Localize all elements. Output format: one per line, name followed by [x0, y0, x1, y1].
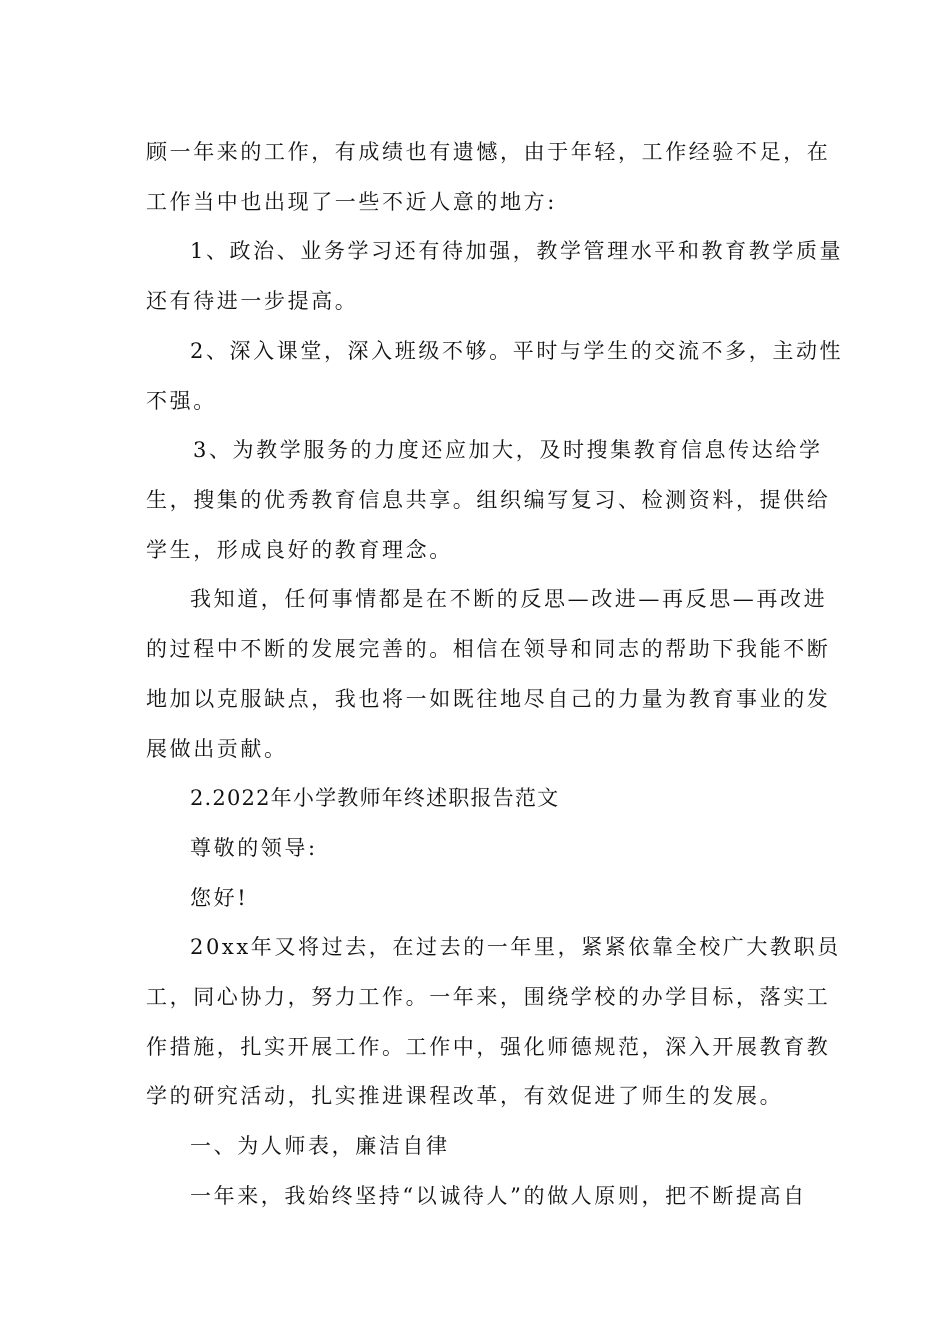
- paragraph-line: 学的研究活动，扎实推进课程改革，有效促进了师生的发展。: [146, 1084, 784, 1108]
- paragraph-line: 的过程中不断的发展完善的。相信在领导和同志的帮助下我能不断: [146, 637, 831, 661]
- paragraph-line: 还有待进一步提高。: [146, 289, 359, 313]
- paragraph-line: 我知道，任何事情都是在不断的反思—改进—再反思—再改进: [190, 587, 828, 611]
- paragraph-line: 地加以克服缺点，我也将一如既往地尽自己的力量为教育事业的发: [146, 687, 831, 711]
- paragraph-line: 展做出贡献。: [146, 737, 288, 761]
- subsection-heading: 一、为人师表，廉洁自律: [190, 1134, 450, 1158]
- list-item-line: 3、为教学服务的力度还应加大，及时搜集教育信息传达给学: [193, 438, 823, 462]
- salutation: 尊敬的领导:: [190, 836, 318, 860]
- paragraph-line: 不强。: [146, 389, 217, 413]
- paragraph-line: 20xx年又将过去，在过去的一年里，紧紧依靠全校广大教职员: [190, 935, 841, 959]
- paragraph-line: 一年来，我始终坚持“以诚待人”的做人原则，把不断提高自: [190, 1184, 807, 1208]
- list-item-line: 1、政治、业务学习还有待加强，教学管理水平和教育教学质量: [190, 239, 844, 263]
- paragraph-line: 学生，形成良好的教育理念。: [146, 538, 453, 562]
- paragraph-line: 作措施，扎实开展工作。工作中，强化师德规范，深入开展教育教: [146, 1035, 831, 1059]
- greeting: 您好!: [190, 886, 249, 910]
- paragraph-line: 顾一年来的工作，有成绩也有遗憾，由于年轻，工作经验不足，在: [146, 140, 831, 164]
- paragraph-line: 生，搜集的优秀教育信息共享。组织编写复习、检测资料，提供给: [146, 488, 831, 512]
- paragraph-line: 工作当中也出现了一些不近人意的地方:: [146, 190, 557, 214]
- list-item-line: 2、深入课堂，深入班级不够。平时与学生的交流不多，主动性: [190, 339, 844, 363]
- paragraph-line: 工，同心协力，努力工作。一年来，围绕学校的办学目标，落实工: [146, 985, 831, 1009]
- section-heading: 2.2022年小学教师年终述职报告范文: [190, 786, 560, 810]
